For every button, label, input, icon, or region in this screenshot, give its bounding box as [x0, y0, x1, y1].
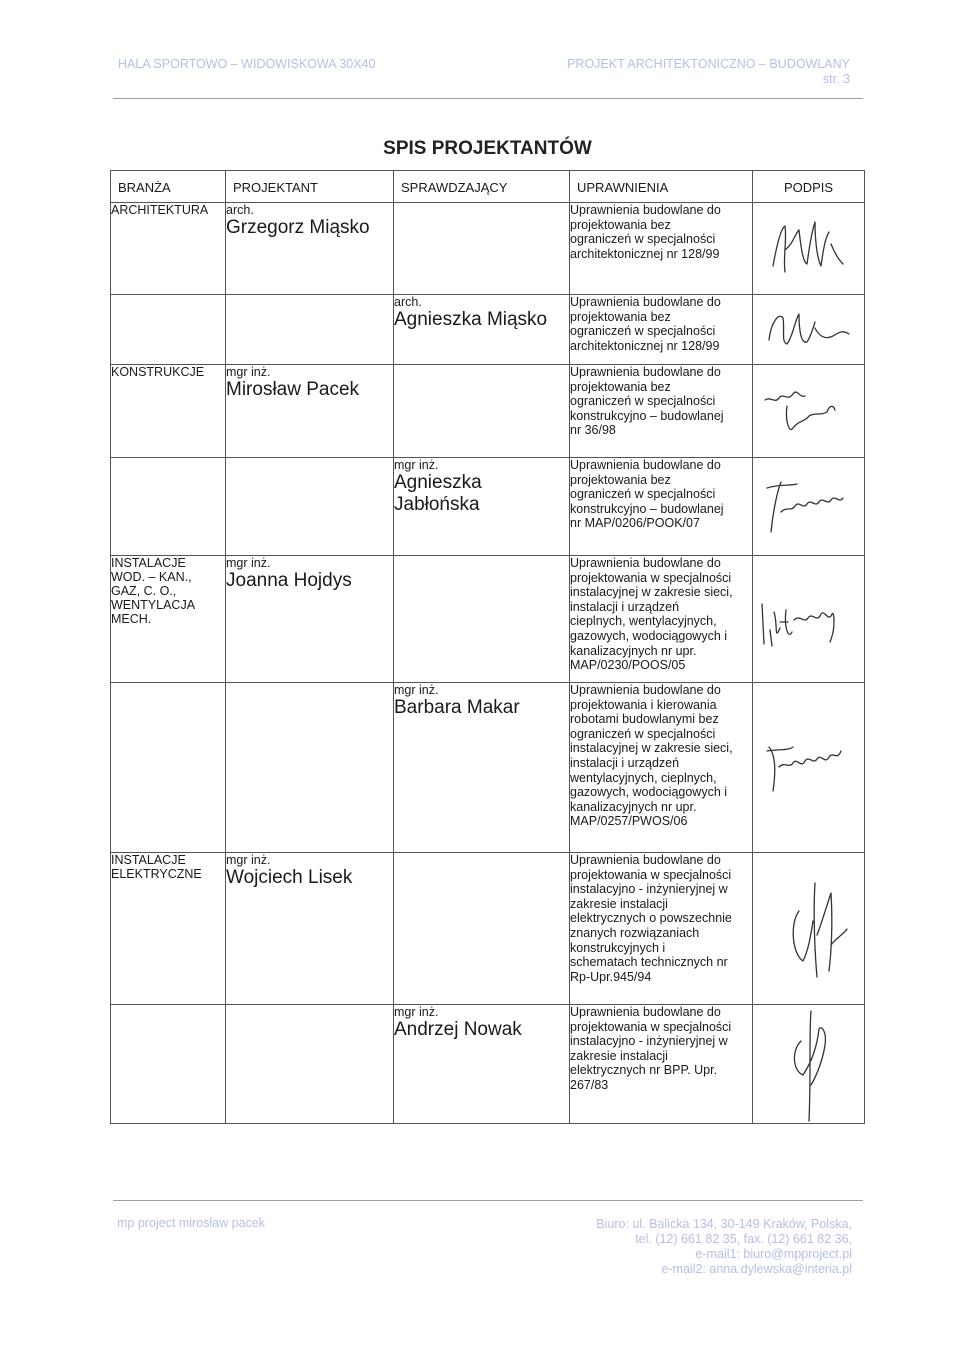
permission-line: MAP/0257/PWOS/06 — [570, 814, 688, 829]
footer-contact — [596, 1217, 852, 1277]
signature-stroke — [794, 1011, 825, 1121]
header-doc-type — [567, 57, 850, 87]
permission-line: instalacyjno - inżynieryjnej w — [570, 882, 728, 897]
permission-line: ograniczeń w specjalności — [570, 232, 716, 247]
signature-cell — [753, 295, 865, 365]
designer-cell — [226, 683, 394, 853]
branch-line: INSTALACJE — [111, 853, 186, 867]
branch-line: WOD. – KAN., — [111, 570, 192, 584]
footer-phone: tel. (12) 661 82 35, fax. (12) 661 82 36, — [635, 1232, 852, 1246]
permission-line: projektowania i kierowania — [570, 697, 717, 712]
signature-cell — [753, 1005, 865, 1124]
checker-cell — [394, 365, 570, 458]
checker-cell — [394, 295, 570, 365]
checker-cell — [394, 1005, 570, 1124]
signature-stroke — [767, 747, 841, 791]
permissions-cell — [570, 1005, 753, 1124]
permissions-cell — [570, 683, 753, 853]
branch-cell — [111, 683, 226, 853]
designers-table — [110, 170, 865, 1124]
footer-rule — [113, 1200, 863, 1201]
permission-line: instalacyjno - inżynieryjnej w — [570, 1034, 728, 1049]
signature-5-icon — [754, 584, 864, 654]
branch-cell — [111, 1005, 226, 1124]
checker-name: Agnieszka Miąsko — [394, 309, 548, 330]
permission-line: Uprawnienia budowlane do — [570, 295, 721, 309]
permission-line: Uprawnienia budowlane do — [570, 1005, 721, 1019]
signature-stroke — [773, 222, 843, 272]
col-designer: PROJEKTANT — [226, 171, 394, 203]
permission-line: instalacji i urządzeń — [570, 599, 680, 614]
designer-cell — [226, 1005, 394, 1124]
designer-cell — [226, 203, 394, 295]
permission-line: zakresie instalacji — [570, 1048, 668, 1063]
signature-cell — [753, 683, 865, 853]
col-branch: BRANŻA — [111, 171, 226, 203]
branch-cell — [111, 365, 226, 458]
branch-line: ELEKTRYCZNE — [111, 867, 202, 881]
permission-line: elektrycznych nr BPP. Upr. — [570, 1063, 718, 1078]
permission-line: projektowania w specjalności — [570, 570, 732, 585]
permission-line: 267/83 — [570, 1077, 609, 1092]
document-title: SPIS PROJEKTANTÓW — [383, 138, 592, 159]
checker-name: Jabłońska — [394, 494, 480, 515]
signature-cell — [753, 853, 865, 1005]
checker-cell — [394, 556, 570, 683]
permission-line: elektrycznych o powszechnie — [570, 911, 732, 926]
signature-4-icon — [759, 472, 859, 542]
permission-line: nr MAP/0206/POOK/07 — [570, 516, 700, 531]
permission-line: wentylacyjnych, cieplnych, — [570, 770, 717, 785]
signature-cell — [753, 458, 865, 556]
permission-line: architektonicznej nr 128/99 — [570, 246, 720, 261]
branch-line: ARCHITEKTURA — [111, 203, 209, 217]
permissions-cell — [570, 458, 753, 556]
branch-line: KONSTRUKCJE — [111, 365, 205, 379]
footer-email-2: e-mail2: anna.dylewska@interia.pl — [661, 1262, 852, 1276]
signature-cell — [753, 203, 865, 295]
footer-email-1: e-mail1: biuro@mpproject.pl — [695, 1247, 852, 1261]
checker-title: arch. — [394, 295, 422, 309]
table-header-row — [111, 171, 865, 203]
permission-line: zakresie instalacji — [570, 896, 668, 911]
designer-cell — [226, 295, 394, 365]
checker-cell — [394, 853, 570, 1005]
designer-title: mgr inż. — [226, 365, 271, 379]
branch-line: INSTALACJE — [111, 556, 186, 570]
permission-line: Uprawnienia budowlane do — [570, 458, 721, 472]
signature-6-icon — [759, 733, 859, 803]
signature-1-icon — [759, 214, 859, 284]
designer-title: mgr inż. — [226, 556, 271, 570]
col-signature: PODPIS — [753, 171, 865, 203]
permission-line: instalacyjnej w zakresie sieci, — [570, 585, 733, 600]
branch-cell — [111, 853, 226, 1005]
permission-line: konstrukcyjno – budowlanej — [570, 501, 724, 516]
permission-line: nr 36/98 — [570, 423, 616, 438]
header-rule — [113, 98, 863, 99]
permission-line: Rp-Upr.945/94 — [570, 969, 652, 984]
permission-line: gazowych, wodociągowych i — [570, 628, 728, 643]
designer-cell — [226, 556, 394, 683]
signature-cell — [753, 365, 865, 458]
designer-name: Wojciech Lisek — [226, 867, 353, 888]
permission-line: schematach technicznych nr — [570, 955, 728, 970]
table-row — [111, 295, 865, 365]
permission-line: kanalizacyjnych nr upr. — [570, 799, 697, 814]
designer-name: Grzegorz Miąsko — [226, 217, 370, 238]
col-checker: SPRAWDZAJĄCY — [394, 171, 570, 203]
permission-line: projektowania bez — [570, 379, 671, 394]
checker-title: mgr inż. — [394, 1005, 439, 1019]
checker-name: Barbara Makar — [394, 697, 520, 718]
footer-address: Biuro: ul. Balicka 134, 30-149 Kraków, Polska, — [596, 1217, 852, 1231]
permissions-cell — [570, 556, 753, 683]
permission-line: ograniczeń w specjalności — [570, 324, 716, 339]
permission-line: projektowania bez — [570, 309, 671, 324]
permission-line: projektowania w specjalności — [570, 867, 732, 882]
permission-line: MAP/0230/POOS/05 — [570, 658, 686, 673]
designer-cell — [226, 365, 394, 458]
signature-3-icon — [759, 376, 859, 446]
permission-line: Uprawnienia budowlane do — [570, 556, 721, 570]
signature-7-icon — [759, 875, 859, 983]
permissions-cell — [570, 853, 753, 1005]
designer-title: arch. — [226, 203, 254, 217]
permission-line: robotami budowlanymi bez — [570, 712, 719, 727]
branch-cell — [111, 458, 226, 556]
signature-cell — [753, 556, 865, 683]
permission-line: znanych rozwiązaniach — [570, 925, 700, 940]
table-row — [111, 1005, 865, 1124]
permissions-cell — [570, 203, 753, 295]
permission-line: architektonicznej nr 128/99 — [570, 338, 720, 353]
footer-company: mp project mirosław pacek — [117, 1216, 265, 1230]
table-row — [111, 556, 865, 683]
signature-stroke — [767, 482, 843, 532]
permission-line: projektowania bez — [570, 472, 671, 487]
permissions-cell — [570, 295, 753, 365]
permission-line: Uprawnienia budowlane do — [570, 365, 721, 379]
permission-line: kanalizacyjnych nr upr. — [570, 643, 697, 658]
branch-line: WENTYLACJA — [111, 598, 196, 612]
signature-stroke — [765, 392, 835, 429]
branch-cell — [111, 295, 226, 365]
signature-8-icon — [759, 1005, 859, 1123]
designer-title: mgr inż. — [226, 853, 271, 867]
branch-line: GAZ, C. O., — [111, 584, 177, 598]
permission-line: konstrukcyjnych i — [570, 940, 666, 955]
branch-line: MECH. — [111, 612, 152, 626]
checker-cell — [394, 203, 570, 295]
header-doc-type-line: PROJEKT ARCHITEKTONICZNO – BUDOWLANY — [567, 57, 850, 71]
designer-cell — [226, 853, 394, 1005]
checker-name: Agnieszka — [394, 472, 482, 493]
checker-name: Andrzej Nowak — [394, 1019, 522, 1040]
table-row — [111, 365, 865, 458]
table-row — [111, 203, 865, 295]
designer-name: Mirosław Pacek — [226, 379, 360, 400]
branch-cell — [111, 203, 226, 295]
col-permissions: UPRAWNIENIA — [570, 171, 753, 203]
permissions-cell — [570, 365, 753, 458]
permission-line: projektowania bez — [570, 217, 671, 232]
signature-stroke — [762, 604, 834, 646]
branch-cell — [111, 556, 226, 683]
signature-stroke — [769, 314, 849, 344]
permission-line: instalacyjnej w zakresie sieci, — [570, 741, 733, 756]
table-row — [111, 458, 865, 556]
header-page-number: str. 3 — [822, 72, 850, 86]
permission-line: ograniczeń w specjalności — [570, 394, 716, 409]
checker-title: mgr inż. — [394, 458, 439, 472]
checker-title: mgr inż. — [394, 683, 439, 697]
designer-name: Joanna Hojdys — [226, 570, 352, 591]
header-project-name: HALA SPORTOWO – WIDOWISKOWA 30X40 — [118, 57, 376, 71]
permission-line: instalacji i urządzeń — [570, 755, 680, 770]
permission-line: gazowych, wodociągowych i — [570, 785, 728, 800]
permission-line: konstrukcyjno – budowlanej — [570, 408, 724, 423]
signature-2-icon — [759, 300, 859, 360]
table-row — [111, 683, 865, 853]
permission-line: projektowania w specjalności — [570, 1019, 732, 1034]
permission-line: ograniczeń w specjalności — [570, 487, 716, 502]
signature-stroke — [793, 883, 847, 977]
checker-cell — [394, 458, 570, 556]
permission-line: Uprawnienia budowlane do — [570, 683, 721, 697]
checker-cell — [394, 683, 570, 853]
table-row — [111, 853, 865, 1005]
permission-line: Uprawnienia budowlane do — [570, 203, 721, 217]
permission-line: cieplnych, wentylacyjnych, — [570, 614, 717, 629]
permission-line: Uprawnienia budowlane do — [570, 853, 721, 867]
permission-line: ograniczeń w specjalności — [570, 726, 716, 741]
designer-cell — [226, 458, 394, 556]
